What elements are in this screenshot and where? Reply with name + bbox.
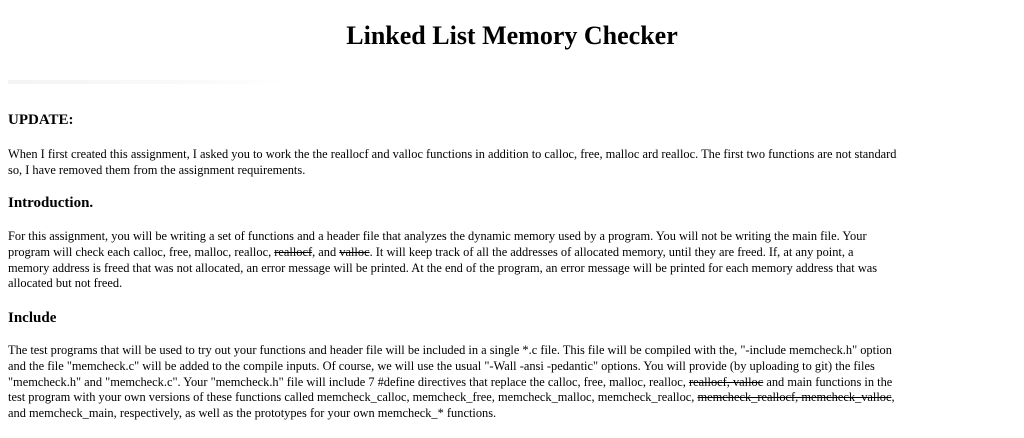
paragraph-line: "memcheck.h" and "memcheck.c". Your "memcheck.h" file will include 7 #define directives that replace the calloc, free, malloc, realloc, reallocf, valloc and main functions in the xyxy=(8,374,893,389)
paragraph-line: allocated but not freed. xyxy=(8,276,123,291)
strikethrough-text: reallocf xyxy=(274,244,313,259)
paragraph-line: When I first created this assignment, I asked you to work the the reallocf and valloc functions in addition to calloc, free, malloc ard realloc. The first two functions are not standard xyxy=(8,147,897,161)
include-paragraph xyxy=(8,343,1016,422)
paragraph-line: program will check each calloc, free, malloc, realloc, reallocf, and valloc. It will keep track of all the addresses of allocated memory, until they are freed. If, at any point, a xyxy=(8,244,854,259)
faint-divider xyxy=(8,80,288,84)
update-heading: UPDATE: xyxy=(8,112,74,128)
paragraph-line: test program with your own versions of these functions called memcheck_calloc, memcheck_free, memcheck_malloc, memcheck_realloc, memcheck_reallocf, memcheck_valloc, xyxy=(8,390,895,405)
strikethrough-text: valloc xyxy=(339,244,370,259)
strikethrough-text: memcheck_reallocf, memcheck_valloc xyxy=(697,390,892,405)
paragraph-line: so, I have removed them from the assignment requirements. xyxy=(8,162,306,177)
strikethrough-text: reallocf, valloc xyxy=(688,374,764,389)
page-title: Linked List Memory Checker xyxy=(346,21,678,50)
introduction-heading: Introduction. xyxy=(8,195,94,211)
paragraph-line: The test programs that will be used to try out your functions and header file will be included in a single *.c file. This file will be compiled with the, "-include memcheck.h" option xyxy=(8,343,892,357)
introduction-paragraph xyxy=(8,229,1016,292)
paragraph-line: For this assignment, you will be writing a set of functions and a header file that analyzes the dynamic memory used by a program. You will not be writing the main file. Your xyxy=(8,229,867,243)
update-paragraph xyxy=(8,147,1016,179)
include-heading: Include xyxy=(8,310,57,326)
paragraph-line: memory address is freed that was not allocated, an error message will be printed. At the end of the program, an error message will be printed for each memory address that was xyxy=(8,260,878,275)
paragraph-line: and memcheck_main, respectively, as well as the prototypes for your own memcheck_* functions. xyxy=(8,406,497,421)
paragraph-line: and the file "memcheck.c" will be added to the compile inputs. Of course, we will use the usual "-Wall -ansi -pedantic" options. You will provide (by uploading to git) the files xyxy=(8,358,875,373)
